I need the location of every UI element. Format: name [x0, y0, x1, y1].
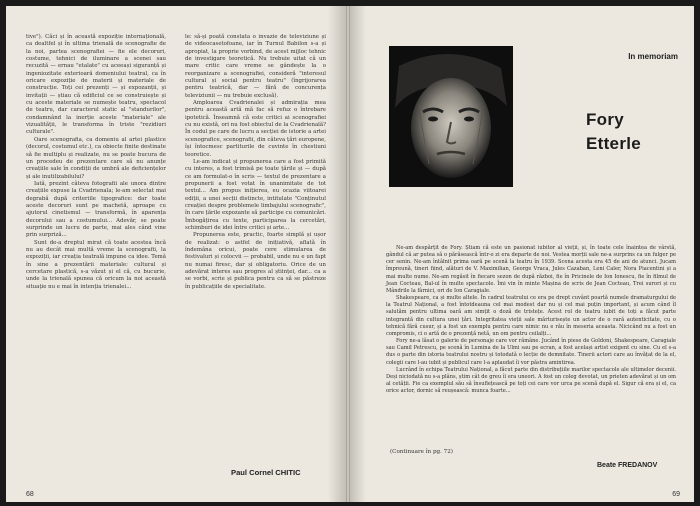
paragraph: Shakespeare, ca și multe altele. În cadrul teatrului ce era pe drept cuvânt poartă numele dramaturgului de la Teatrul Național, a fost întotdeauna cel mai modest dar nu și cel mai puțin important, și acum când îl salutăm pentru ultima oară am simțit o doză de tristețe. Acest rol de teatru iubit de toți a făcut parte integrantă din cultura unei țări. Integritatea vieții sale mărturisește un actor de o rară autenticitate, cu o tehnică fără cusur, și a fost un exemplu pentru care nimic nu e rău în meseria aceasta. Nicicând nu a fost un compromis, ci o artă de o prezență netă, un om pentru ceilalți... — [386, 295, 676, 337]
paragraph: Ne-am despărțit de Fory. Știam că este un pasionat iubitor al vieții, și, în toate cele înaintea de vârstă, gândul că ar putea să o părăsească într-o zi era departe de noi. Vestea morții sale ne-a surprins ca un fulger pe cer senin. Ne-am întâlnit prima oară pe scenă la teatru în 1939. Scena acesta era 45 de ani de atunci. Jucam împreună, tineri fiind, alături de V. Maximilian, George Vraca, Jules Cazaban, Leni Caler, Nora Piacentini și a mai multe nume. Ne-am regăsit în fiecare sezon de după război, fie în Pricinele de Ion Ionescu, fie în filmul de Jean Cocteau, Bal-ul în multe spectacole. Îmi vin în minte Mașina de scris de Jean Cocteau, Trei surori și cu Mândrile la fârnici, ori de Ion Caragiale. — [386, 245, 676, 294]
left-column-2 — [185, 34, 326, 291]
page-number: 68 — [26, 491, 34, 498]
right-page — [348, 6, 694, 502]
article-author: Beate FREDANOV — [597, 462, 658, 469]
paragraph: Oare scenografia, ca domeniu al artei plastice (decorul, costumul etc.), ca obiecte finite destinate să fie multiplu și realizate, nu se poate bucura de un procedeu de prezentare care să nu anunțe creațiile sale în condiții de umbră ale deficiențelor și ale inutilizabilului? — [26, 136, 166, 180]
gutter-shadow — [328, 6, 346, 502]
paragraph: tive"). Căci și în această expoziție internațională, ca dealtfel și în ultima trienală de scenografie de la noi, partea scenografiei — fie ele decoruri, costume, tehnici de iluminare a scenei sau recuzită — ernau "etalate" cu aceeași siguranță și ingeniozitate exterioară domeniului teatral, ca în oricare expoziție de materii și materiale de construcție. Toți cei prezenți — și expozanții, și invitații — știau că edificiul ce se construiește și cu aceste materiale se numește teatru, spectacol de teatru, dar caracterul static al "standurilor", condamnând la inerție aceste "materiale" ale vizualității, le transforma în triste "rezidiuri culturale". — [26, 34, 166, 136]
left-column-1 — [26, 34, 166, 291]
paragraph: Amploarea Cvadrienalei și admirația mea pentru această artă mă fac să refuz o întrebare ipotetică. Înseamnă că este critici ai scenografiei cu nu există, ori nu fost obiectul de la Cvadrienală? În codul pe care de lucru a secției de istorie a artei scenografice, scenografii, din câteva țări europene, își întocmesc partiturile de cuvinte în chestiuni teoretice. — [185, 100, 326, 158]
continuation-note: (Continuare în pg. 72) — [390, 449, 453, 455]
paragraph: le: să-și poată constata o invazie de televiziune și de videocasetofoane, iar în Turnul Babilon s-a și apropiat, la proprie vorbind, de acest mijloc tehnic de investigare teoretică. Nu trebuie uitat că un mare critic care vreme se gândește la o reorganizare a scenografiei, consideră "interesul cultural și social pentru teatru" (îngrijorarea pentru teatrică, dar — fără de concurența televiziunii — nu trebuie exclusă). — [185, 34, 326, 99]
section-kicker: In memoriam — [628, 52, 678, 61]
paragraph: Fory ne-a lăsat o galerie de personaje care vor rămâne. Jucând în piese de Goldoni, Shakespeare, Caragiale sau Camil Petrescu, pe scenă în Lumina de la Ulmi sau pe ecran, a fost același artist exigent cu sine. Cu el s-a dus o parte din istoria teatrului nostru și totodată o lecție de demnitate. Tinerii actori care au învățat de la el, colegii care l-au iubit și publicul care l-a aplaudat îi vor păstra amintirea. — [386, 338, 676, 366]
spine-gutter — [346, 6, 350, 502]
paragraph: Propunerea este, practic, foarte simplă și ușor de realizat: o astfel de inițiativă, aflată în îndemâna oricui, poate cere stimularea de festivaluri și colocvii — probabil, unde nu e un fapt nu numai firesc, dar și obligatoriu. Orice de un adevărat interes sau progres al științei, dar... ca a se vorbi, scrie și publica pentru ca să se păstreze în publicațiile de specialitate. — [185, 232, 326, 290]
left-page — [6, 6, 346, 502]
portrait-photo — [389, 46, 513, 187]
memoriam-body — [386, 245, 676, 395]
title-line-2: Etterle — [586, 134, 642, 153]
paragraph: Sunt de-a dreptul mirat că toate acestea încă nu au decât mai multă vreme la scenografii, la expoziții, iar creația teatrală impune ca idee. Temă în sine a prezentării materiale: cultural și cercetare plastică, s-a văzut și el că, cu bucurie, unde la trienală spunea că oricum la noi această situație nu e mai în intenția trienalei... — [26, 239, 166, 290]
paragraph: Lucrând în echipa Teatrului Național, a făcut parte din distribuțiile marilor spectacole ale ultimelor decenii. Deși niciodată nu s-a plâns, știm cât de greu îi era uneori. A fost un coleg devotat, un prieten adevărat și un om al cetății. Fie ca exemplul său să însuflețească pe toți cei care vor urca pe scenă după el. Sigur că era și el, ca orice actor, dornic să reușească: munca foarte... — [386, 366, 676, 395]
paragraph: Iată, prezint câteva fotografii ale unora dintre creațiile expuse la Cvadrienala; le-am selectat mai degrabă după criteriile tipografice: dar toate aceste decoruri sunt pe machetă, aproape cu ajutorul cinetismul — transformă, în aparența decorului sau a costumului... Adevăr, se poate surprinde un lucru de parte, mai ales când vine prin surpriză... — [26, 180, 166, 239]
title-line-1: Fory — [586, 110, 625, 129]
page-number: 69 — [672, 491, 680, 498]
gutter-shadow — [348, 6, 366, 502]
article-byline: Paul Cornel CHITIC — [231, 468, 301, 477]
portrait-image — [389, 46, 513, 187]
paragraph: Le-am indicat și propunerea care a fost primită cu interes, a fost trimisă pe toate țările și — după ce am formulat-o în scris — textul de prezentare a propunerii a fost votat în unanimitate de tot textul... Am propus inițierea, eu ocazia viitoarei ediții, a unei secții distincte, intitulate "Conținutul creației despre problemele limbajului scenografic", în care țările expozante să participe cu comunicări. Îmbogățirea cu texte, participarea la cercetări, schimburi de idei între critici și arte... — [185, 158, 326, 231]
magazine-spread — [6, 6, 694, 502]
